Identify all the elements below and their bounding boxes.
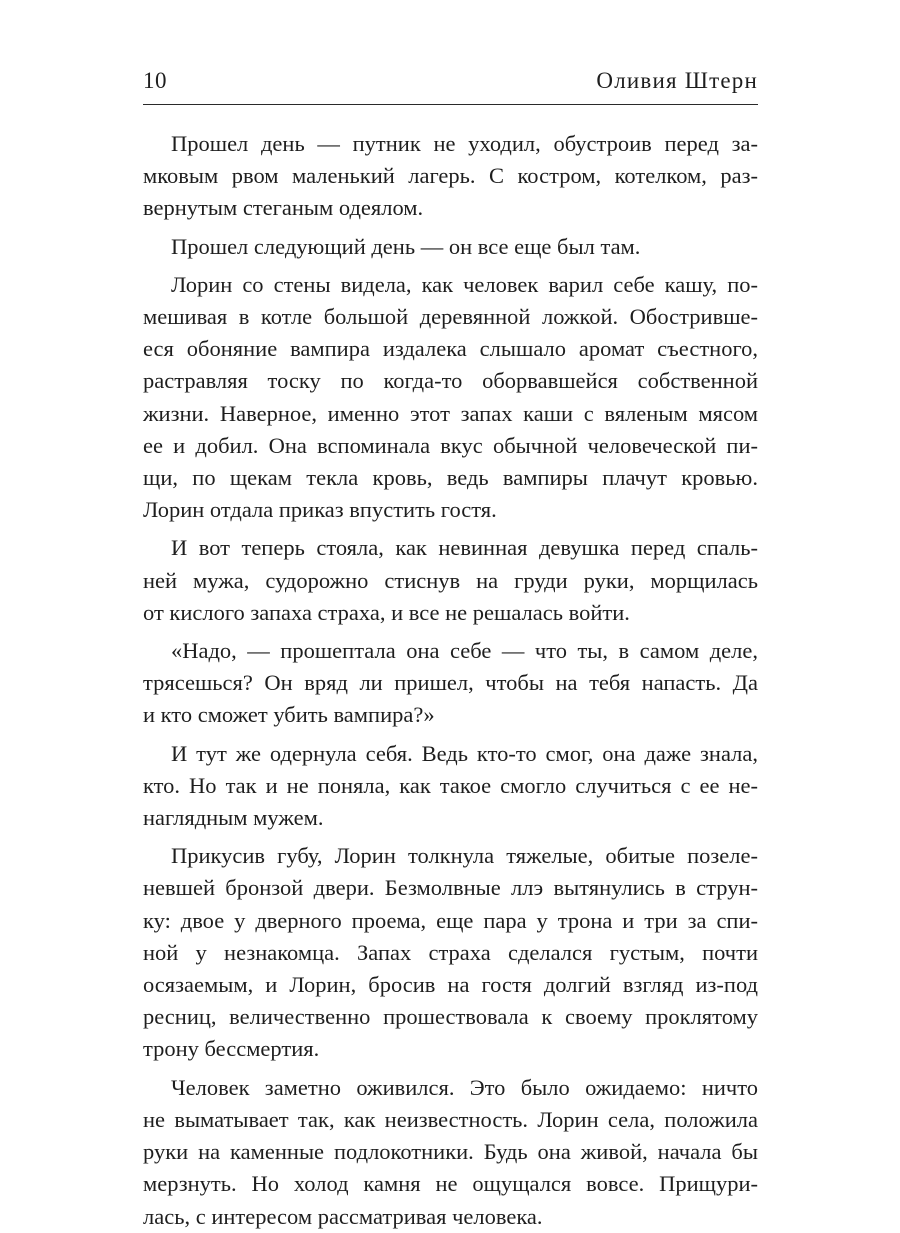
text-line: Прошел день — путник не уходил, обустроив перед за- bbox=[171, 131, 758, 156]
text-line: жизни. Наверное, именно этот запах каши с вяленым мясом bbox=[143, 400, 758, 426]
text-line: ее и добил. Она вспоминала вкус обычной человеческой пи- bbox=[143, 432, 758, 458]
text-line: еся обоняние вампира издалека слышало аромат съестного, bbox=[143, 336, 758, 362]
paragraph bbox=[143, 1072, 758, 1233]
body-text bbox=[143, 128, 758, 1233]
paragraph bbox=[143, 635, 758, 732]
text-line: руки на каменные подлокотники. Будь она живой, начала бы bbox=[143, 1139, 758, 1165]
text-line: вернутым стеганым одеялом. bbox=[143, 195, 424, 221]
text-line: растравляя тоску по когда-то оборвавшейся собственной bbox=[143, 368, 758, 394]
text-line: наглядным мужем. bbox=[143, 805, 324, 831]
paragraph bbox=[143, 231, 758, 263]
text-line: ной у незнакомца. Запах страха сделался густым, почти bbox=[143, 939, 758, 965]
paragraph bbox=[143, 269, 758, 527]
text-line: Лорин отдала приказ впустить гостя. bbox=[143, 497, 497, 523]
text-line: И вот теперь стояла, как невинная девушка перед спаль- bbox=[171, 535, 758, 561]
text-line: осязаемым, и Лорин, бросив на гостя долгий взгляд из-под bbox=[143, 972, 758, 998]
text-line: трону бессмертия. bbox=[143, 1036, 320, 1062]
text-line: ку: двое у дверного проема, еще пара у трона и три за спи- bbox=[143, 907, 758, 933]
text-line: ресниц, величественно прошествовала к своему проклятому bbox=[143, 1004, 758, 1030]
paragraph bbox=[143, 128, 758, 225]
text-line: Человек заметно оживился. Это было ожидаемо: ничто bbox=[171, 1074, 758, 1100]
text-line: Прикусив губу, Лорин толкнула тяжелые, обитые позеле- bbox=[171, 843, 758, 869]
running-title-author: Оливия Штерн bbox=[596, 68, 758, 93]
paragraph bbox=[143, 840, 758, 1065]
text-line: И тут же одернула себя. Ведь кто-то смог, она даже знала, bbox=[171, 740, 758, 766]
text-line: мешивая в котле большой деревянной ложкой. Обострившe- bbox=[143, 304, 758, 330]
text-line: от кислого запаха страха, и все не решалась войти. bbox=[143, 599, 630, 625]
text-line: «Надо, — прошептала она себе — что ты, в самом деле, bbox=[171, 638, 758, 664]
paragraph bbox=[143, 738, 758, 835]
book-page bbox=[143, 0, 758, 1229]
text-line: не выматывает так, как неизвестность. Лорин села, положила bbox=[143, 1106, 758, 1132]
text-line: ней мужа, судорожно стиснув на груди руки, морщилась bbox=[143, 567, 758, 593]
text-line: трясешься? Он вряд ли пришел, чтобы на тебя напасть. Да bbox=[143, 670, 758, 696]
text-line: Прошел следующий день — он все еще был там. bbox=[171, 233, 641, 259]
text-line: Лорин со стены видела, как человек варил себе кашу, по- bbox=[171, 271, 758, 297]
text-line: кто. Но так и не поняла, как такое смогло случиться с ее не- bbox=[143, 772, 758, 798]
text-line: мковым рвом маленький лагерь. С костром, котелком, раз- bbox=[143, 163, 758, 189]
text-line: невшей бронзой двери. Безмолвные ллэ вытянулись в струн- bbox=[143, 875, 758, 901]
running-head bbox=[143, 62, 758, 105]
text-line: щи, по щекам текла кровь, ведь вампиры плачут кровью. bbox=[143, 465, 758, 491]
text-line: мерзнуть. Но холод камня не ощущался вовсе. Прищури- bbox=[143, 1171, 758, 1197]
text-line: лась, с интересом рассматривая человека. bbox=[143, 1203, 543, 1229]
text-line: и кто сможет убить вампира?» bbox=[143, 702, 435, 728]
page-number: 10 bbox=[143, 68, 167, 93]
paragraph bbox=[143, 532, 758, 629]
